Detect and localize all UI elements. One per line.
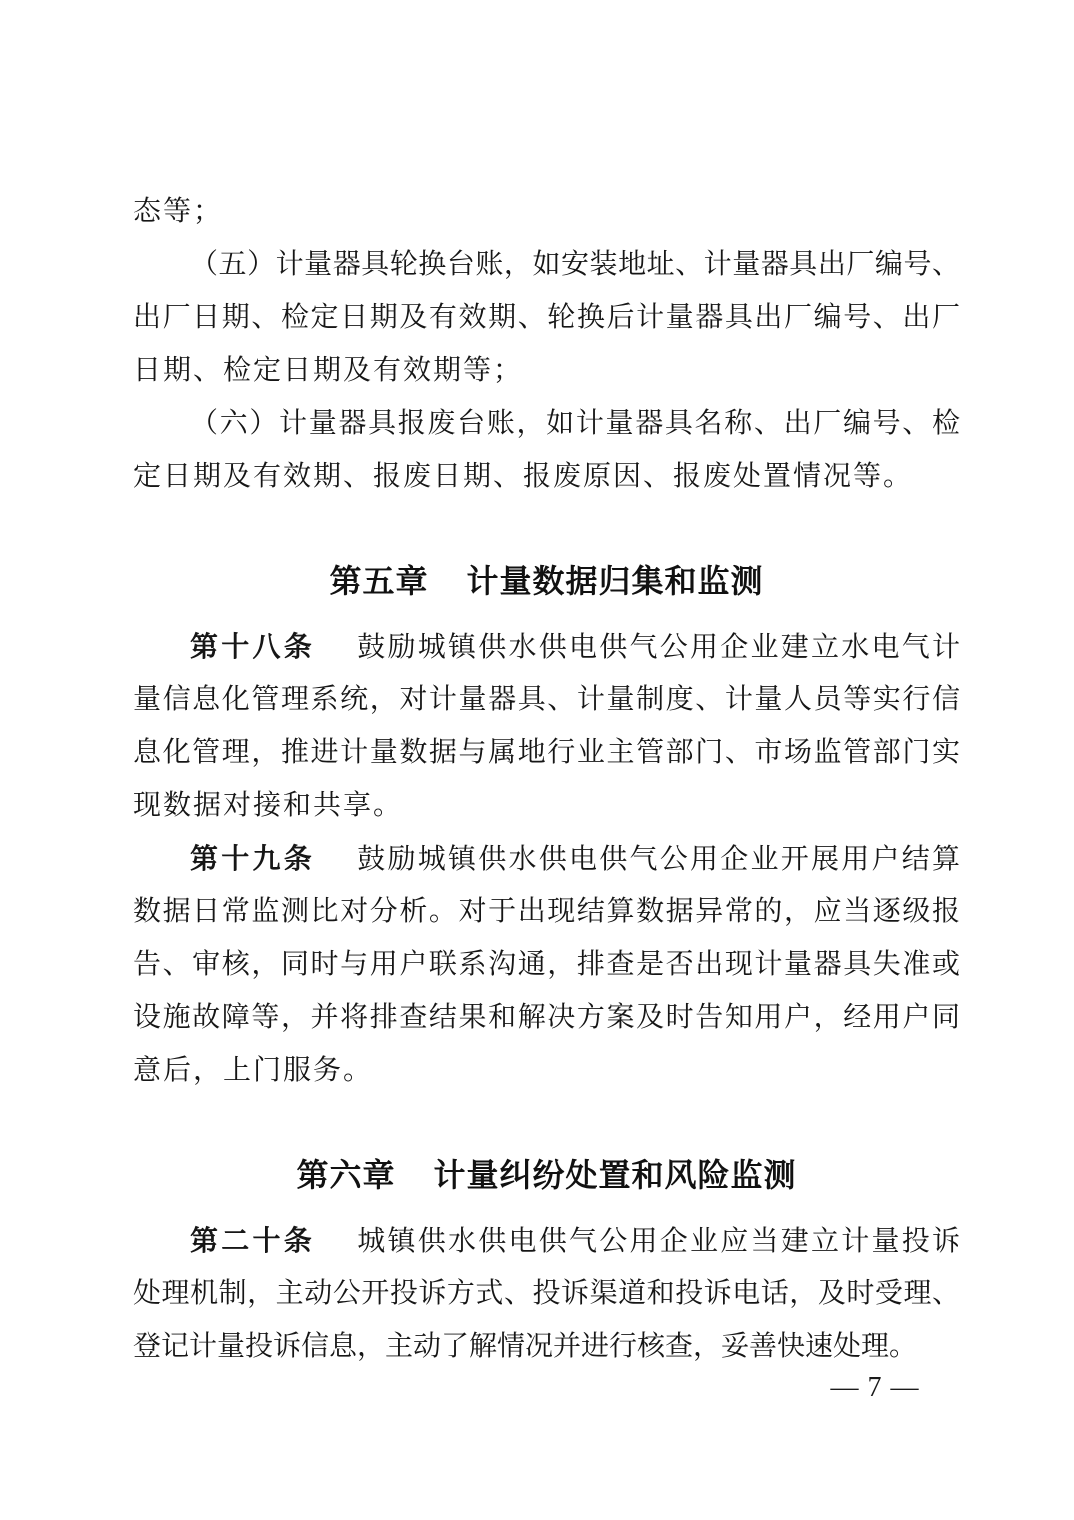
article-18-number: 第十八条: [190, 631, 315, 662]
chapter-6-title: 计量纠纷处置和风险监测: [433, 1157, 797, 1193]
label-spacer: [315, 655, 355, 656]
article-18-paragraph: [133, 620, 960, 832]
chapter-5-title: 计量数据归集和监测: [466, 563, 764, 599]
text-line: 数据日常监测比对分析。对于出现结算数据异常的，应当逐级报: [133, 896, 960, 927]
chapter-5-heading: [133, 555, 960, 608]
text-line: 处理机制，主动公开投诉方式、投诉渠道和投诉电话，及时受理、: [133, 1278, 960, 1309]
text-line: [133, 832, 960, 885]
article-19-paragraph: [133, 832, 960, 1097]
page-number: — 7 —: [830, 1372, 920, 1403]
label-spacer: [315, 867, 355, 868]
text-segment: 城镇供水供电供气公用企业应当建立计量投诉: [355, 1226, 960, 1257]
text-line: 告、审核，同时与用户联系沟通，排查是否出现计量器具失准或: [133, 949, 960, 980]
text-line: 设施故障等，并将排查结果和解决方案及时告知用户，经用户同: [133, 1002, 960, 1033]
article-20-number: 第二十条: [190, 1225, 315, 1256]
heading-spacer: [396, 1185, 434, 1186]
chapter-6-number: 第六章: [296, 1157, 396, 1193]
text-line: [133, 1214, 960, 1267]
text-line: 日期、检定日期及有效期等；: [133, 355, 524, 386]
text-line: （六）计量器具报废台账，如计量器具名称、出厂编号、检: [190, 408, 960, 439]
chapter-6-heading: [133, 1149, 960, 1202]
text-line: 定日期及有效期、报废日期、报废原因、报废处置情况等。: [133, 461, 914, 492]
text-segment: 鼓励城镇供水供电供气公用企业开展用户结算: [355, 844, 960, 875]
label-spacer: [315, 1249, 355, 1250]
document-content: [133, 185, 960, 1373]
article-20-paragraph: [133, 1214, 960, 1373]
chapter-5-number: 第五章: [329, 563, 429, 599]
text-line: 息化管理，推进计量数据与属地行业主管部门、市场监管部门实: [133, 737, 960, 768]
text-line: 登记计量投诉信息，主动了解情况并进行核查，妥善快速处理。: [133, 1331, 918, 1362]
text-line: [133, 620, 960, 673]
text-line: 意后，上门服务。: [133, 1055, 374, 1086]
text-line: （五）计量器具轮换台账，如安装地址、计量器具出厂编号、: [190, 249, 960, 280]
heading-spacer: [429, 591, 467, 592]
text-line: 量信息化管理系统，对计量器具、计量制度、计量人员等实行信: [133, 684, 960, 715]
text-segment: 鼓励城镇供水供电供气公用企业建立水电气计: [355, 632, 960, 663]
paragraph-item-5: [133, 238, 960, 397]
text-line: 态等；: [133, 196, 224, 227]
paragraph-item-6: [133, 397, 960, 503]
text-line: 现数据对接和共享。: [133, 790, 404, 821]
article-19-number: 第十九条: [190, 843, 315, 874]
paragraph-continuation: [133, 185, 960, 238]
text-line: 出厂日期、检定日期及有效期、轮换后计量器具出厂编号、出厂: [133, 302, 960, 333]
